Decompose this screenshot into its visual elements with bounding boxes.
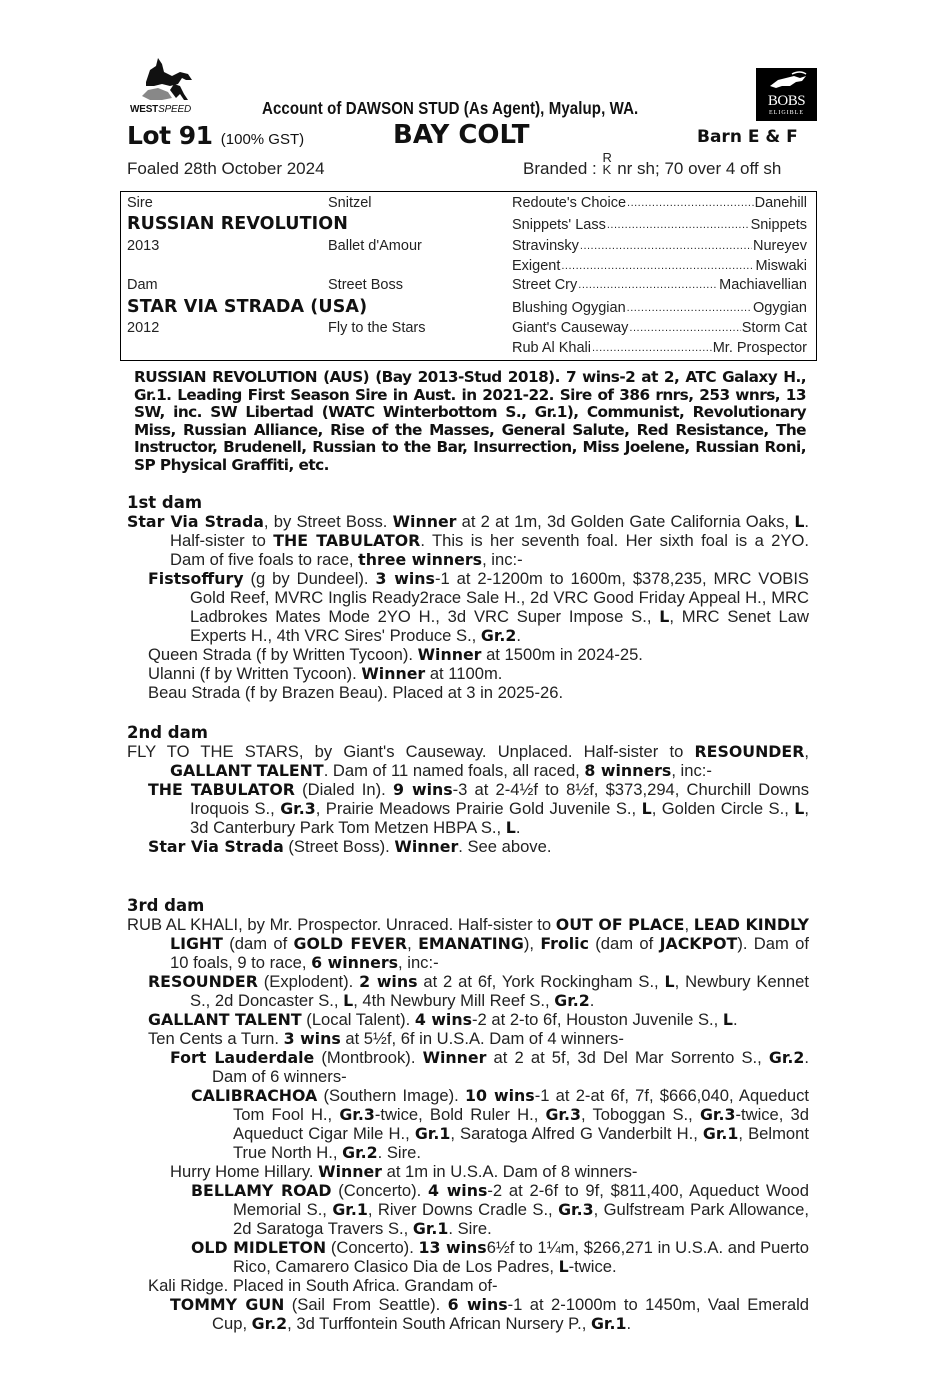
westspeed-horses-icon bbox=[128, 54, 200, 104]
bobs-wordmark: BOBS bbox=[767, 93, 806, 109]
grandparent-row: Stravinsky ..... Nureyev bbox=[512, 238, 807, 254]
progeny-entry: RESOUNDER (Explodent). 2 wins at 2 at 6f, York Rockingham S., L, Newbury Kennet S., 2d Doncaster S., L, 4th Newbury Mill Reef S., Gr.2. bbox=[148, 972, 810, 1010]
grandparent-row: Rub Al Khali ..... Mr. Prospector bbox=[512, 340, 807, 356]
progeny-entry: THE TABULATOR (Dialed In). 9 wins-3 at 2-4½f to 8½f, $373,294, Churchill Downs Iroquois S., Gr.3, Prairie Meadows Prairie Gold Juvenile S., L, Golden Circle S., L, 3d Canterbury Park Tom Metzen HBPA S., L. bbox=[148, 780, 809, 837]
first-dam-section bbox=[127, 493, 809, 702]
bobs-eligible-text: ELIGIBLE bbox=[769, 110, 804, 116]
lot-description: BAY COLT bbox=[393, 120, 530, 150]
progeny-entry: Ulanni (f by Written Tycoon). Winner at 1100m. bbox=[148, 664, 503, 683]
progeny-entry: Fistsoffury (g by Dundeel). 3 wins-1 at 2-1200m to 1600m, $378,235, MRC VOBIS Gold Reef, MVRC Inglis Ready2race Sale H., 2d VRC Good Friday Appeal H., MRC Ladbrokes Mates Mode 2YO H., 3d VRC Super Impose S., L, MRC Senet Law Experts H., 4th VRC Sires' Produce S., Gr.2. bbox=[148, 569, 809, 645]
foaled-date: Foaled 28th October 2024 bbox=[127, 159, 325, 178]
westspeed-wordmark: WESTSPEED bbox=[130, 104, 191, 115]
bobs-eligible-logo bbox=[756, 68, 817, 121]
sire-name: RUSSIAN REVOLUTION bbox=[127, 214, 348, 234]
westspeed-logo bbox=[128, 54, 200, 120]
progeny-entry: CALIBRACHOA (Southern Image). 10 wins-1 at 2-at 6f, 7f, $666,040, Aqueduct Tom Fool H., Gr.3-twice, Bold Ruler H., Gr.3, Toboggan S., Gr.3-twice, 3d Aqueduct Cigar Mile H., Gr.1, Saratoga Alfred G Vanderbilt H., Gr.1, Belmont True North H., Gr.2. Sire. bbox=[191, 1086, 810, 1162]
dam-entry: Star Via Strada, by Street Boss. Winner at 2 at 1m, 3d Golden Gate California Oaks, L. Half-sister to THE TABULATOR. This is her seventh foal. Her sixth foal is a 2YO. Dam of five foals to race, three winners, inc:- bbox=[127, 512, 810, 569]
barn-location: Barn E & F bbox=[697, 127, 798, 147]
section-heading: 2nd dam bbox=[127, 723, 208, 742]
progeny-entry: Kali Ridge. Placed in South Africa. Grandam of- bbox=[148, 1276, 498, 1295]
brand-description: Branded : R K nr sh; 70 over 4 off sh bbox=[523, 150, 782, 178]
dam-year: 2012 bbox=[127, 320, 160, 336]
gst-note: (100% GST) bbox=[220, 131, 305, 148]
progeny-entry: Fort Lauderdale (Montbrook). Winner at 2 at 5f, 3d Del Mar Sorrento S., Gr.2. Dam of 6 winners- bbox=[170, 1048, 809, 1086]
lot-number bbox=[127, 121, 304, 150]
dam-entry: RUB AL KHALI, by Mr. Prospector. Unraced. Half-sister to OUT OF PLACE, LEAD KINDLY LIGHT (dam of GOLD FEVER, EMANATING), Frolic (dam of JACKPOT). Dam of 10 foals, 9 to race, 6 winners, inc:- bbox=[127, 915, 809, 972]
progeny-entry: OLD MIDLETON (Concerto). 13 wins6½f to 1¼m, $266,271 in U.S.A. and Puerto Rico, Camarero Clasico Dia de Los Padres, L-twice. bbox=[191, 1238, 809, 1276]
sire-year: 2013 bbox=[127, 238, 160, 254]
progeny-entry: Ten Cents a Turn. 3 wins at 5½f, 6f in U.S.A. Dam of 4 winners- bbox=[148, 1029, 624, 1048]
dam-dam: Fly to the Stars bbox=[328, 320, 426, 336]
third-dam-section bbox=[127, 896, 809, 1333]
grandparent-row: Exigent ..... Miswaki bbox=[512, 258, 807, 274]
progeny-entry: Hurry Home Hillary. Winner at 1m in U.S.A. Dam of 8 winners- bbox=[170, 1162, 638, 1181]
sire-dam: Ballet d'Amour bbox=[328, 238, 422, 254]
section-heading: 3rd dam bbox=[127, 896, 205, 915]
grandparent-row: Redoute's Choice ..... Danehill bbox=[512, 195, 807, 211]
progeny-entry: Queen Strada (f by Written Tycoon). Winner at 1500m in 2024-25. bbox=[148, 645, 643, 664]
pedigree-table bbox=[120, 191, 817, 361]
lot-label: Lot 91 bbox=[127, 121, 213, 150]
dam-name: STAR VIA STRADA (USA) bbox=[127, 297, 368, 317]
second-dam-section bbox=[127, 723, 809, 856]
bobs-horse-icon bbox=[756, 68, 817, 94]
sire-summary: RUSSIAN REVOLUTION (AUS) (Bay 2013-Stud 2018). 7 wins-2 at 2, ATC Galaxy H., Gr.1. Leading First Season Sire in Aust. in 2021-22. Sire of 386 rnrs, 253 wnrs, 13 SW, inc. SW Libertad (WATC Winterbottom S., Gr.1), Communist, Revolutionary Miss, Russian Alliance, Rise of the Masses, General Salute, Red Resistance, The Instructor, Brudenell, Russian to the Bar, Insurrection, Miss Joelene, Russian Roni, SP Physical Graffiti, etc. bbox=[134, 368, 806, 474]
sire-label: Sire bbox=[127, 195, 153, 211]
dam-sire: Street Boss bbox=[328, 277, 403, 293]
grandparent-row: Blushing Ogygian ..... Ogygian bbox=[512, 300, 807, 316]
progeny-entry: GALLANT TALENT (Local Talent). 4 wins-2 at 2-to 6f, Houston Juvenile S., L. bbox=[148, 1010, 738, 1029]
progeny-entry: Beau Strada (f by Brazen Beau). Placed at 3 in 2025-26. bbox=[148, 683, 564, 702]
dam-entry: FLY TO THE STARS, by Giant's Causeway. Unplaced. Half-sister to RESOUNDER, GALLANT TALENT. Dam of 11 named foals, all raced, 8 winners, inc:- bbox=[127, 742, 809, 780]
grandparent-row: Snippets' Lass ..... Snippets bbox=[512, 217, 807, 233]
progeny-entry: BELLAMY ROAD (Concerto). 4 wins-2 at 2-6f to 9f, $811,400, Aqueduct Wood Memorial S., Gr.1, River Downs Cradle S., Gr.3, Gulfstream Park Allowance, 2d Saratoga Travers S., Gr.1. Sire. bbox=[191, 1181, 810, 1238]
grandparent-row: Giant's Causeway ..... Storm Cat bbox=[512, 320, 807, 336]
brand-mark: R K bbox=[602, 150, 612, 177]
progeny-entry: TOMMY GUN (Sail From Seattle). 6 wins-1 at 2-1000m to 1450m, Vaal Emerald Cup, Gr.2, 3d Turffontein South African Nursery P., Gr.1. bbox=[170, 1295, 809, 1333]
vendor-line: Account of DAWSON STUD (As Agent), Myalup, WA. bbox=[262, 98, 639, 118]
sire-sire: Snitzel bbox=[328, 195, 372, 211]
progeny-entry: Star Via Strada (Street Boss). Winner. See above. bbox=[148, 837, 552, 856]
grandparent-row: Street Cry ..... Machiavellian bbox=[512, 277, 807, 293]
section-heading: 1st dam bbox=[127, 493, 203, 512]
dam-label: Dam bbox=[127, 277, 158, 293]
